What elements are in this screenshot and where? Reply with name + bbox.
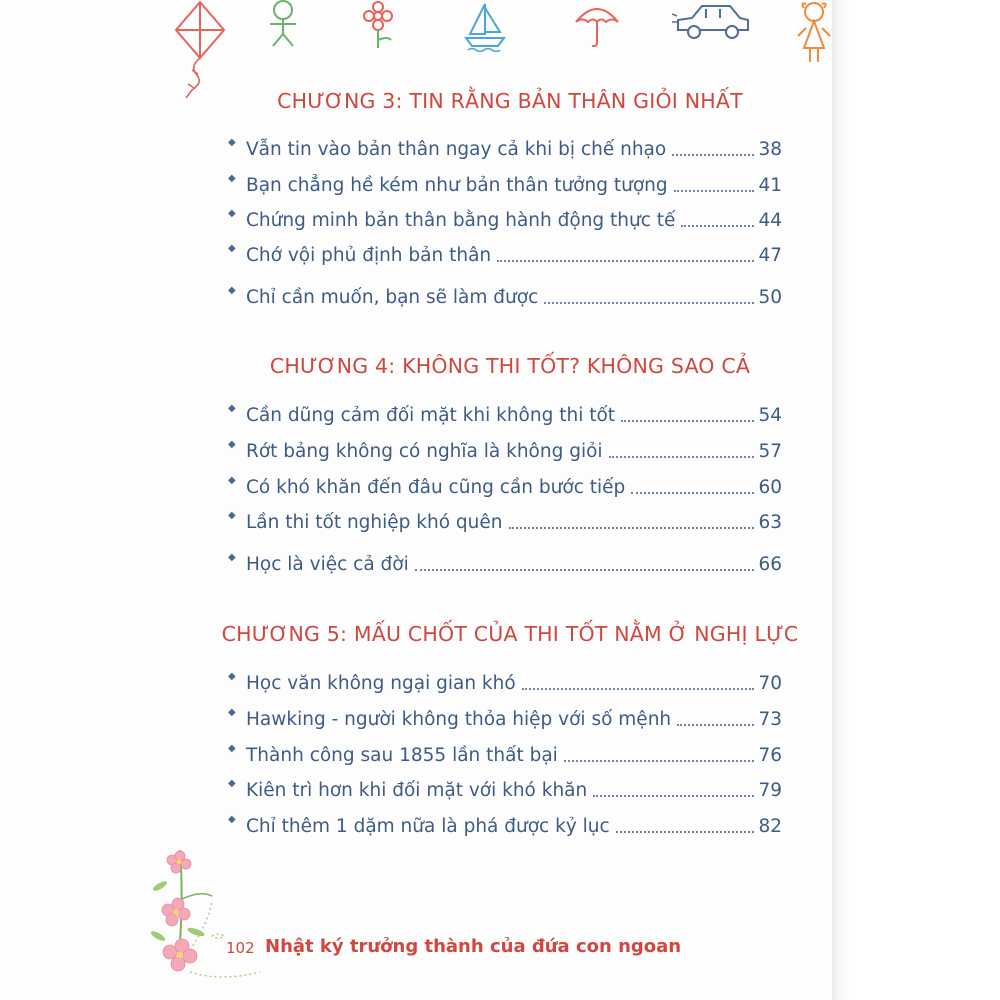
dot-leader bbox=[415, 568, 755, 571]
bullet-icon: ◆ bbox=[228, 814, 236, 825]
toc-entry bbox=[228, 132, 782, 162]
entry-title: Lần thi tốt nghiệp khó quên bbox=[246, 512, 503, 533]
entry-title: Chỉ thêm 1 dặm nữa là phá được kỷ lục bbox=[246, 816, 610, 837]
bullet-icon: ◆ bbox=[228, 671, 236, 682]
entry-page-number: 79 bbox=[758, 780, 782, 801]
entry-title: Chỉ cần muốn, bạn sẽ làm được bbox=[246, 287, 539, 308]
bullet-icon: ◆ bbox=[228, 173, 236, 184]
toc-entry bbox=[228, 666, 782, 696]
toc-entry bbox=[228, 280, 782, 310]
toc-entry bbox=[228, 398, 782, 428]
bullet-icon: ◆ bbox=[228, 439, 236, 450]
toc-entry bbox=[228, 547, 782, 577]
dot-leader bbox=[616, 830, 755, 833]
toc-entry bbox=[228, 434, 782, 464]
dot-leader bbox=[609, 455, 755, 458]
entry-page-number: 70 bbox=[758, 673, 782, 694]
entry-page-number: 38 bbox=[758, 139, 782, 160]
dot-leader bbox=[522, 687, 755, 690]
entry-title: Hawking - người không thỏa hiệp với số mệnh bbox=[246, 709, 672, 730]
chapter-5-title: CHƯƠNG 5: MẤU CHỐT CỦA THI TỐT NẰM Ở NGHỊ LỰC bbox=[221, 622, 799, 646]
entry-page-number: 66 bbox=[758, 554, 782, 575]
entry-title: Thành công sau 1855 lần thất bại bbox=[246, 745, 558, 766]
bullet-icon: ◆ bbox=[228, 510, 236, 521]
entry-page-number: 47 bbox=[758, 245, 782, 266]
entry-title: Chứng minh bản thân bằng hành động thực tế bbox=[246, 210, 676, 231]
toc-entry bbox=[228, 702, 782, 732]
bullet-icon: ◆ bbox=[228, 243, 236, 254]
entry-page-number: 60 bbox=[758, 477, 782, 498]
page-number: 102 bbox=[226, 939, 255, 957]
bullet-icon: ◆ bbox=[228, 403, 236, 414]
entry-page-number: 57 bbox=[758, 441, 782, 462]
entry-page-number: 63 bbox=[758, 512, 782, 533]
dot-leader bbox=[677, 723, 754, 726]
entry-title: Có khó khăn đến đâu cũng cần bước tiếp bbox=[246, 477, 626, 498]
dot-leader bbox=[672, 153, 754, 156]
entry-title: Bạn chẳng hề kém như bản thân tưởng tượng bbox=[246, 175, 668, 196]
dot-leader bbox=[497, 259, 754, 262]
toc-entry bbox=[228, 470, 782, 500]
entry-title: Cần dũng cảm đối mặt khi không thi tốt bbox=[246, 405, 616, 426]
chapter-4-title: CHƯƠNG 4: KHÔNG THI TỐT? KHÔNG SAO CẢ bbox=[269, 354, 751, 378]
dot-leader bbox=[674, 189, 755, 192]
chapter-3-title: CHƯƠNG 3: TIN RẰNG BẢN THÂN GIỎI NHẤT bbox=[277, 89, 743, 113]
entry-title: Chớ vội phủ định bản thân bbox=[246, 245, 492, 266]
toc-entry bbox=[228, 238, 782, 268]
toc-entry bbox=[228, 738, 782, 768]
toc-entry bbox=[228, 809, 782, 839]
entry-title: Kiên trì hơn khi đối mặt với khó khăn bbox=[246, 780, 588, 801]
entry-page-number: 73 bbox=[758, 709, 782, 730]
dot-leader bbox=[544, 301, 754, 304]
dot-leader bbox=[681, 224, 754, 227]
floral-decoration-icon bbox=[150, 840, 290, 990]
bullet-icon: ◆ bbox=[228, 552, 236, 563]
bullet-icon: ◆ bbox=[228, 743, 236, 754]
dot-leader bbox=[509, 526, 755, 529]
entry-page-number: 50 bbox=[758, 287, 782, 308]
entry-page-number: 44 bbox=[758, 210, 782, 231]
dot-leader bbox=[564, 759, 755, 762]
entry-title: Rớt bảng không có nghĩa là không giỏi bbox=[246, 441, 603, 462]
dot-leader bbox=[631, 491, 754, 494]
entry-title: Vẫn tin vào bản thân ngay cả khi bị chế nhạo bbox=[246, 139, 667, 160]
toc-entry bbox=[228, 203, 782, 233]
book-title-footer: Nhật ký trưởng thành của đứa con ngoan bbox=[265, 936, 682, 957]
bullet-icon: ◆ bbox=[228, 707, 236, 718]
entry-page-number: 54 bbox=[758, 405, 782, 426]
dot-leader bbox=[593, 794, 754, 797]
toc-entry bbox=[228, 168, 782, 198]
toc-entry bbox=[228, 505, 782, 535]
page-edge bbox=[832, 0, 1000, 1000]
bullet-icon: ◆ bbox=[228, 778, 236, 789]
entry-page-number: 82 bbox=[758, 816, 782, 837]
dot-leader bbox=[621, 419, 754, 422]
bullet-icon: ◆ bbox=[228, 137, 236, 148]
bullet-icon: ◆ bbox=[228, 285, 236, 296]
page-footer bbox=[150, 840, 682, 990]
entry-page-number: 76 bbox=[758, 745, 782, 766]
bullet-icon: ◆ bbox=[228, 475, 236, 486]
entry-title: Học văn không ngại gian khó bbox=[246, 673, 516, 694]
bullet-icon: ◆ bbox=[228, 208, 236, 219]
toc-entry bbox=[228, 773, 782, 803]
entry-title: Học là việc cả đời bbox=[246, 554, 409, 575]
entry-page-number: 41 bbox=[758, 175, 782, 196]
